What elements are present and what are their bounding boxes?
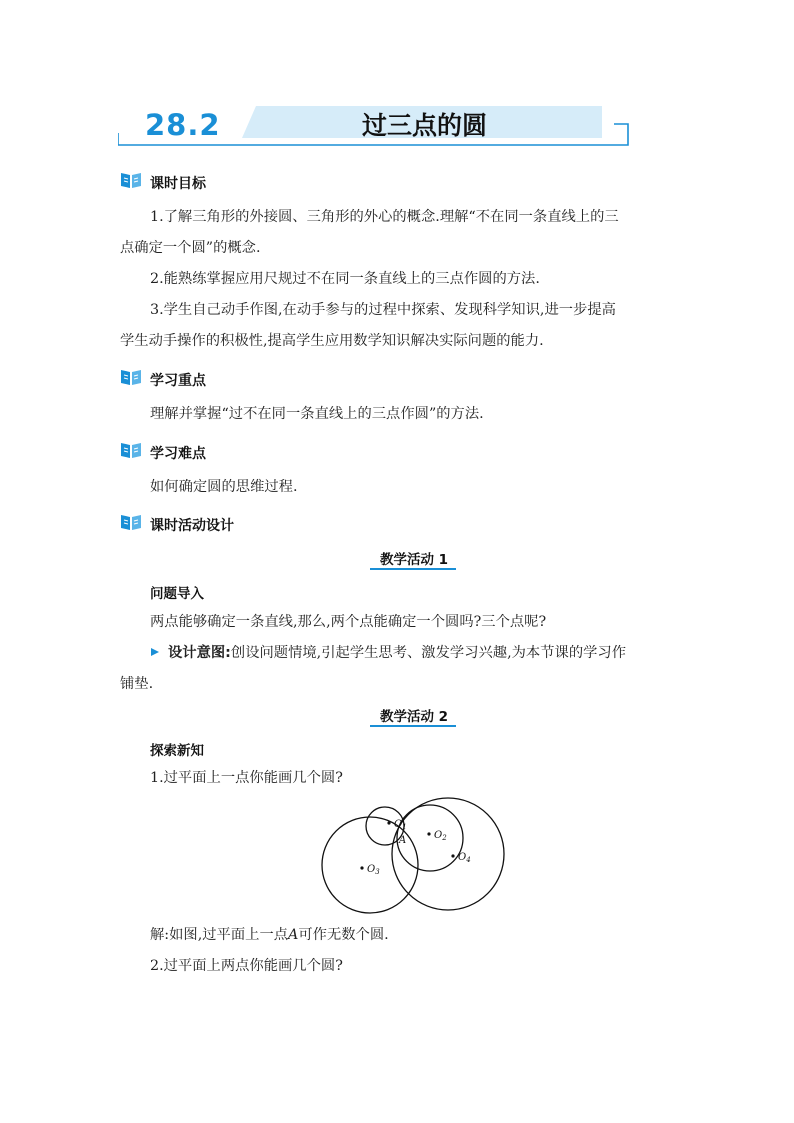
- point-a-label: A: [399, 835, 407, 846]
- answer-point-label: A: [288, 927, 299, 943]
- goal-line-2: 点确定一个圆”的概念.: [120, 240, 261, 256]
- circles-figure: [315, 795, 510, 915]
- section-number: 28.2: [145, 108, 221, 142]
- section-title-goals: 课时目标: [150, 176, 206, 192]
- activity-1-underline: [370, 568, 456, 570]
- activity-1-subtitle: 问题导入: [150, 586, 204, 602]
- goal-line-3: 2.能熟练掌握应用尺规过不在同一条直线上的三点作圆的方法.: [150, 271, 540, 287]
- activity-2-question-2: 2.过平面上两点你能画几个圆?: [150, 958, 343, 974]
- triangle-marker-icon: [150, 647, 160, 657]
- book-icon: [120, 513, 142, 531]
- activity-2-question-1: 1.过平面上一点你能画几个圆?: [150, 770, 343, 786]
- difficulty-text: 如何确定圆的思维过程.: [150, 479, 298, 495]
- activity-2-subtitle: 探索新知: [150, 743, 204, 759]
- goal-line-5: 学生动手操作的积极性,提高学生应用数学知识解决实际问题的能力.: [120, 333, 544, 349]
- goal-line-4: 3.学生自己动手作图,在动手参与的过程中探索、发现科学知识,进一步提高: [150, 302, 616, 318]
- design-intent-text: 创设问题情境,引起学生思考、激发学习兴趣,为本节课的学习作: [230, 645, 627, 661]
- design-intent-label: 设计意图:: [168, 645, 231, 661]
- center-o3-label: $O_3$: [367, 864, 380, 876]
- goal-line-1: 1.了解三角形的外接圆、三角形的外心的概念.理解“不在同一条直线上的三: [150, 209, 619, 225]
- activity-1-label: 教学活动 1: [379, 552, 449, 568]
- book-icon: [120, 368, 142, 386]
- book-icon: [120, 171, 142, 189]
- activity-2-label: 教学活动 2: [379, 709, 449, 725]
- section-title-difficulty: 学习难点: [150, 446, 206, 462]
- center-o2-label: $O_2$: [434, 830, 447, 842]
- book-icon: [120, 441, 142, 459]
- center-o2-dot: [427, 832, 430, 835]
- center-o1-label: $O_1$: [394, 819, 407, 831]
- section-title-key: 学习重点: [150, 373, 206, 389]
- section-title-design: 课时活动设计: [150, 518, 234, 534]
- design-intent-line-2: 铺垫.: [120, 676, 154, 692]
- activity-2-underline: [370, 725, 456, 727]
- activity-1-question: 两点能够确定一条直线,那么,两个点能确定一个圆吗?三个点呢?: [150, 614, 547, 630]
- center-o4-dot: [451, 854, 454, 857]
- page-title: 过三点的圆: [362, 111, 488, 140]
- activity-2-answer: 解:如图,过平面上一点A可作无数个圆.: [150, 927, 389, 943]
- circle-o4: [392, 798, 504, 910]
- center-o3-dot: [360, 866, 363, 869]
- design-intent-line-1: [168, 643, 626, 663]
- center-o1-dot: [387, 821, 390, 824]
- center-o4-label: $O_4$: [458, 852, 471, 864]
- circle-o2: [397, 805, 463, 871]
- key-text: 理解并掌握“过不在同一条直线上的三点作圆”的方法.: [150, 406, 484, 422]
